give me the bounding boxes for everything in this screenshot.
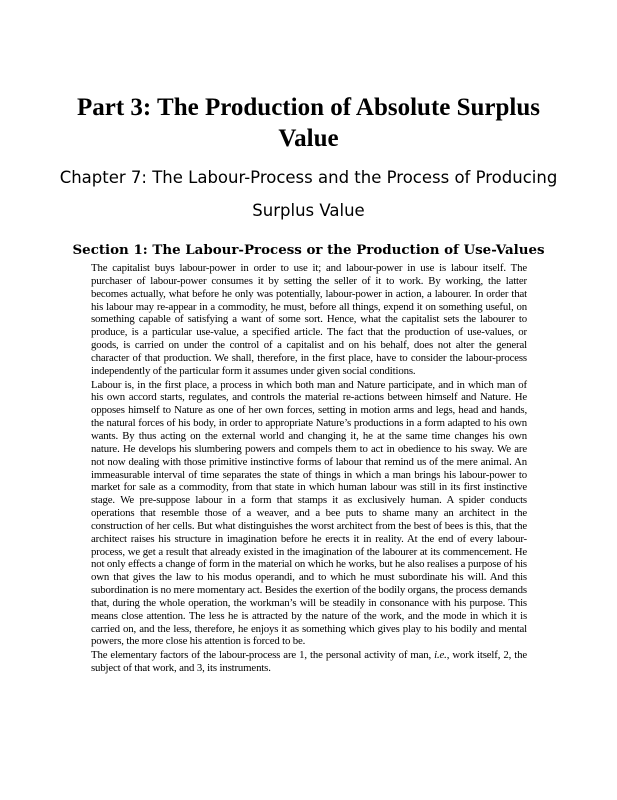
paragraph	[91, 649, 527, 675]
paragraph: Labour is, in the first place, a process in which both man and Nature participate, and in which man of his own accord starts, regulates, and controls the material re-actions between himself and Nature. He opposes himself to Nature as one of her own forces, setting in motion arms and legs, head and hands, the natural forces of his body, in order to appropriate Nature’s productions in a form adapted to his own wants. By thus acting on the external world and changing it, he at the same time changes his own nature. He develops his slumbering powers and compels them to act in obedience to his sway. We are not now dealing with those primitive instinctive forms of labour that remind us of the mere animal. An immeasurable interval of time separates the state of things in which a man brings his labour-power to market for sale as a commodity, from that state in which human labour was still in its first instinctive stage. We pre-suppose labour in a form that stamps it as exclusively human. A spider conducts operations that resemble those of a weaver, and a bee puts to shame many an architect in the construction of her cells. But what distinguishes the worst architect from the best of bees is this, that the architect raises his structure in imagination before he erects it in reality. At the end of every labour-process, we get a result that already existed in the imagination of the labourer at its commencement. He not only effects a change of form in the material on which he works, but he also realises a purpose of his own that gives the law to his modus operandi, and to which he must subordinate his will. And this subordination is no mere momentary act. Besides the exertion of the bodily organs, the process demands that, during the whole operation, the workman’s will be steadily in consonance with his purpose. This means close attention. The less he is attracted by the nature of the work, and the mode in which it is carried on, and the less, therefore, he enjoys it as something which gives play to his bodily and mental powers, the more close his attention is forced to be.	[91, 378, 527, 648]
chapter-title: Chapter 7: The Labour-Process and the Process of Producing Surplus Value	[59, 168, 558, 220]
paragraph-text: , work itself, 2, the subject of that work, and 3, its instruments.	[91, 649, 527, 675]
body-text	[91, 262, 527, 676]
paragraph: The capitalist buys labour-power in order to use it; and labour-power in use is labour itself. The purchaser of labour-power consumes it by setting the seller of it to work. By working, the latter becomes actually, what before he only was potentially, labour-power in action, a labourer. In order that his labour may re-appear in a commodity, he must, before all things, expend it on something useful, on something capable of satisfying a want of some sort. Hence, what the capitalist sets the labourer to produce, is a particular use-value, a specified article. The fact that the production of use-values, or goods, is carried on under the control of a capitalist and on his behalf, does not alter the general character of that production. We shall, therefore, in the first place, have to consider the labour-process independently of the particular form it assumes under given social conditions.	[91, 262, 527, 377]
section-title: Section 1: The Labour-Process or the Production of Use-Values	[72, 242, 545, 258]
part-title: Part 3: The Production of Absolute Surplus Value	[76, 94, 541, 152]
ie-abbreviation: i.e.	[434, 649, 447, 662]
paragraph-text: The elementary factors of the labour-process are 1, the personal activity of man,	[91, 649, 435, 662]
